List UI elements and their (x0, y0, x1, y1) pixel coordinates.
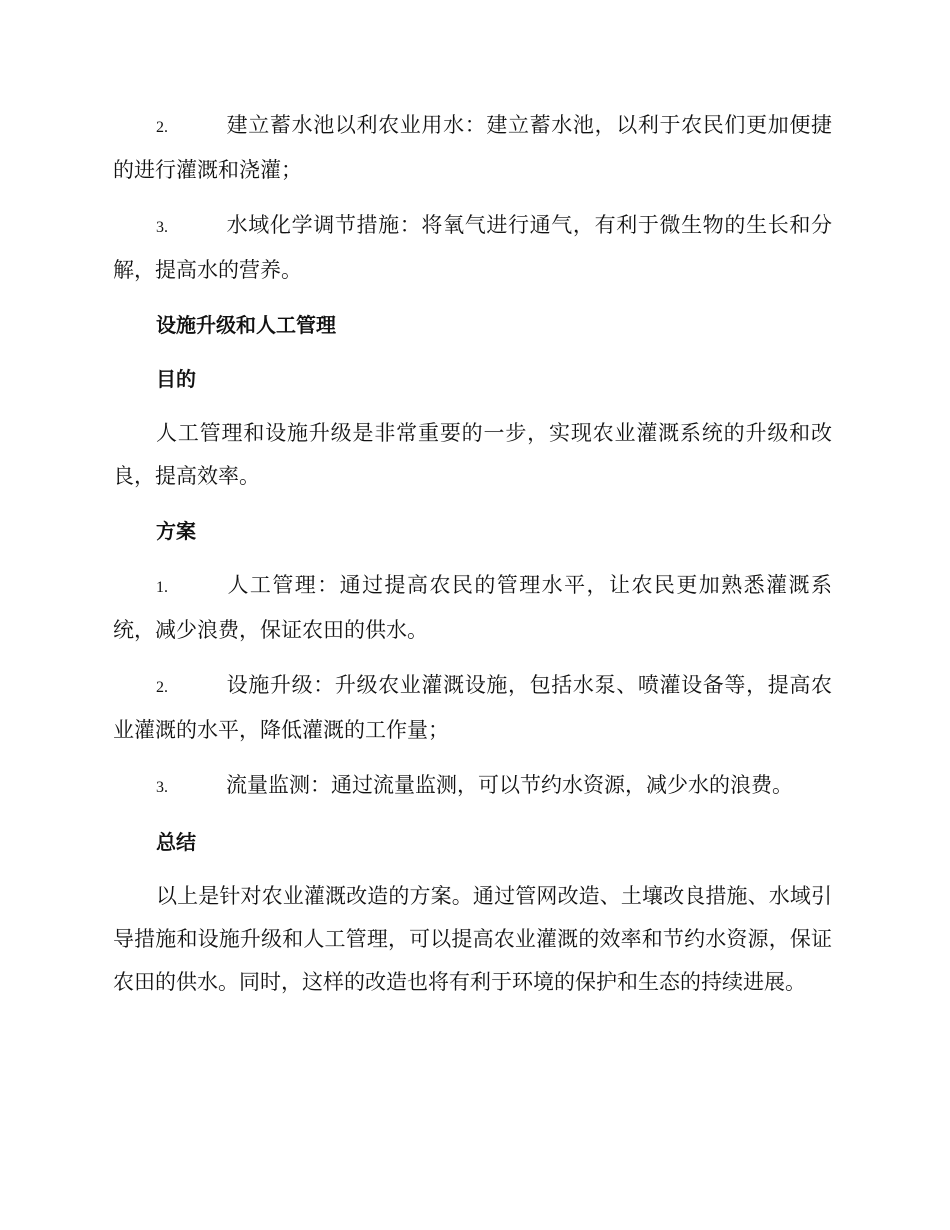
list-item (113, 564, 832, 652)
purpose-heading: 目的 (156, 367, 196, 391)
list-number: 3. (156, 219, 168, 236)
list-item (113, 104, 832, 192)
list-item (113, 764, 832, 809)
list-text: 人工管理：通过提高农民的管理水平，让农民更加熟悉灌溉系统，减少浪费，保证农田的供水。 (113, 573, 832, 642)
list-number: 2. (156, 119, 168, 136)
list-text: 建立蓄水池以利农业用水：建立蓄水池，以利于农民们更加便捷的进行灌溉和浇灌； (113, 113, 832, 182)
section-title: 设施升级和人工管理 (156, 313, 336, 337)
plan-heading: 方案 (156, 519, 196, 543)
list-number: 2. (156, 679, 168, 696)
summary-heading: 总结 (156, 830, 196, 854)
list-item (113, 664, 832, 752)
list-text: 设施升级：升级农业灌溉设施，包括水泵、喷灌设备等，提高农业灌溉的水平，降低灌溉的工作量； (113, 673, 832, 742)
list-text: 流量监测：通过流量监测，可以节约水资源，减少水的浪费。 (226, 773, 793, 797)
purpose-paragraph: 人工管理和设施升级是非常重要的一步，实现农业灌溉系统的升级和改良，提高效率。 (113, 421, 832, 488)
summary-paragraph: 以上是针对农业灌溉改造的方案。通过管网改造、土壤改良措施、水域引导措施和设施升级和人工管理，可以提高农业灌溉的效率和节约水资源，保证农田的供水。同时，这样的改造也将有利于环境的保护和生态的持续进展。 (113, 884, 832, 994)
list-item (113, 204, 832, 292)
list-number: 1. (156, 579, 168, 596)
list-text: 水域化学调节措施：将氧气进行通气，有利于微生物的生长和分解，提高水的营养。 (113, 213, 832, 282)
list-number: 3. (156, 779, 168, 796)
